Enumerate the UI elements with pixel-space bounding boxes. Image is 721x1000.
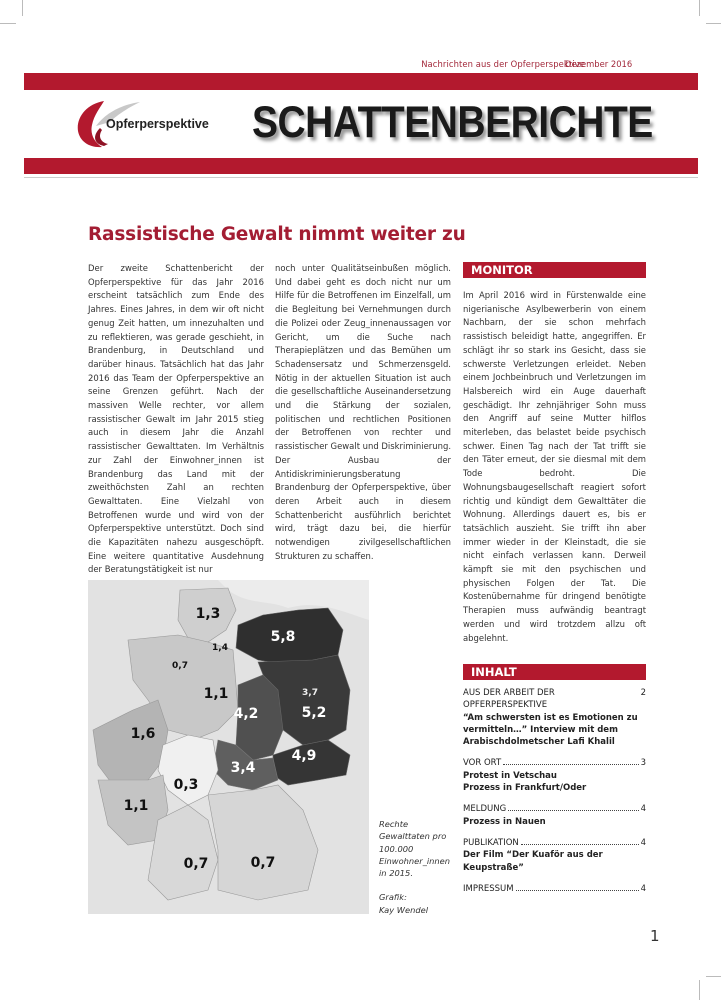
- toc-leader-dots: [503, 764, 638, 765]
- toc-entry: [463, 687, 646, 748]
- crop-mark: [699, 0, 700, 16]
- map-value-label: 5,2: [301, 705, 327, 721]
- toc-category: [463, 687, 646, 712]
- map-value-label: 4,2: [233, 706, 259, 722]
- toc-item: “Am schwersten ist es Emotionen zu vermitteln…” Interview mit dem Arabischdolmetscher Lafi Khalil: [463, 712, 638, 748]
- toc-page-number: 2: [640, 688, 646, 698]
- map-value-label: 0,7: [172, 661, 188, 671]
- toc-entry: [463, 803, 646, 828]
- map-value-label: 1,6: [130, 726, 156, 742]
- toc-category-label: IMPRESSUM: [463, 883, 514, 894]
- toc-item: Prozess in Nauen: [463, 816, 546, 827]
- toc-category-label: AUS DER ARBEIT DER OPFERPERSPEKTIVE: [463, 688, 555, 711]
- toc-page-number: 4: [640, 883, 646, 894]
- header-band-top: [24, 73, 698, 90]
- page-number: 1: [650, 927, 660, 945]
- toc-entry: [463, 837, 646, 874]
- divider: [24, 177, 698, 178]
- toc-leader-dots: [521, 844, 639, 845]
- map-credit-name: Kay Wendel: [379, 904, 429, 915]
- map-value-label: 0,7: [183, 856, 209, 872]
- header-band-bottom: [24, 158, 698, 174]
- germany-map: [88, 580, 369, 914]
- toc-item: Prozess in Frankfurt/Oder: [463, 783, 587, 794]
- crop-mark: [22, 0, 23, 16]
- map-value-label: 1,3: [195, 606, 221, 622]
- map-value-label: 1,1: [123, 798, 149, 814]
- article-column-2: noch unter Qualitätseinbußen möglich. Und dabei geht es doch nicht nur um Hilfe für die Betroffenen im Einzelfall, um die Begleitung bei Vernehmungen durch die Polizei oder Zeug_innenaussagen vor Gericht, um die Suche nach Therapieplätzen und das Bemühen um Schadensersatz und Schmerzensgeld. Nötig in der aktuellen Situation ist auch die gesellschaftliche Auseinandersetzung und die Stärkung der sozialen, politischen und rechtlichen Positionen der Betroffenen von rechter und rassistischer Gewalt und Diskriminierung. Der Ausbau der Antidiskriminierungsberatung Brandenburg der Opferperspektive, über deren Arbeit auch in diesem Schattenbericht ausführlich berichtet wird, trägt dazu bei, die hierfür notwendigen zivilgesellschaftlichen Strukturen zu schaffen.: [275, 263, 452, 561]
- map-value-label: 0,7: [250, 855, 276, 871]
- map-caption-text: Rechte Gewalttaten pro 100.000 Einwohner_innen in 2015.: [379, 819, 451, 879]
- map-value-label: 1,1: [203, 686, 229, 702]
- map-svg: [88, 580, 369, 914]
- map-value-label: 4,9: [291, 748, 317, 764]
- issue-date: Dezember 2016: [565, 59, 633, 69]
- crop-mark: [699, 980, 700, 1000]
- crop-mark: [0, 23, 16, 24]
- article-column-1: Der zweite Schattenbericht der Opferperspektive für das Jahr 2016 erscheint tatsächlich zum Ende des Jahres. Eines Jahres, in dem wir oft nicht genug Zeit hatten, um innezuhalten und zu reflektieren, was gerade geschieht, in Brandenburg, in Deutschland und darüber hinaus. Tatsächlich hat das Jahr 2016 das Team der Opferperspektive an seine Grenzen geführt. Nach der massiven Welle rechter, vor allem rassistischer Gewalt im Jahr 2015 stieg auch in diesem Jahr die Anzahl rassistischer Gewalttaten. Im Verhältnis zur Zahl der Einwohner_innen ist Brandenburg das Land mit der zweithöchsten Zahl an rechten Gewalttaten. Eine Vielzahl von Betroffenen wurde und wird von der Opferperspektive unterstützt. Doch sind die Kapazitäten nahezu ausgeschöpft. Eine weitere quantitative Ausdehnung der Beratungstätigkeit ist nur: [88, 263, 264, 575]
- toc-item: Protest in Vetschau: [463, 770, 557, 781]
- toc-category: [463, 803, 646, 815]
- toc-page-number: 4: [640, 837, 646, 848]
- toc-category: [463, 837, 646, 849]
- crop-mark: [706, 976, 721, 977]
- toc-item: Der Film “Der Kuaför aus der Keupstraße”: [463, 850, 603, 873]
- article-headline: Rassistische Gewalt nimmt weiter zu: [88, 224, 466, 245]
- toc-page-number: 3: [640, 758, 646, 769]
- toc-category: [463, 883, 646, 895]
- monitor-text: Im April 2016 wird in Fürstenwalde eine nigerianische Asylbewerberin von einem Nachbarn, der sie schon mehrfach rassistisch beleidigt hatte, angegriffen. Er schlägt ihr so stark ins Gesicht, dass sie schwerste Verletzungen erleidet. Neben einem Jochbeinbruch und Verletzungen im Halsbereich wird ein Auge dauerhaft geschädigt. Ihr zehnjähriger Sohn muss den Angriff auf seine Mutter hilflos miterleben, das belastet beide psychisch schwer. Einen Tag nach der Tat trifft sie den Täter erneut, der sie diesmal mit dem Tode bedroht. Die Wohnungsbaugesellschaft reagiert sofort richtig und kündigt dem Gewalttäter die Wohnung. Allerdings dauert es, bis er tatsächlich auszieht. Sie trifft ihn aber immer wieder in der Kleinstadt, die sie nicht einfach verlassen kann. Derweil kämpft sie mit den psychischen und physischen Folgen der Tat. Die Kostenübernahme für dringend benötigte Therapien muss aufwändig beantragt werden und wird trotzdem allzu oft abgelehnt.: [463, 290, 646, 643]
- toc-leader-dots: [516, 890, 639, 891]
- toc-category-label: MELDUNG: [463, 804, 507, 815]
- map-value-label: 3,7: [302, 688, 318, 698]
- newsletter-line: Nachrichten aus der Opferperspektive: [421, 59, 585, 69]
- masthead-title: SCHATTENBERICHTE: [252, 98, 653, 148]
- map-value-label: 3,4: [230, 760, 256, 776]
- monitor-heading: MONITOR: [463, 262, 646, 278]
- logo-text: Opferperspektive: [106, 117, 209, 131]
- map-caption: [379, 818, 459, 916]
- toc-leader-dots: [508, 810, 638, 811]
- map-value-label: 1,4: [212, 643, 228, 653]
- toc-page-number: 4: [640, 804, 646, 815]
- toc-category-label: VOR ORT: [463, 758, 502, 769]
- crop-mark: [706, 23, 721, 24]
- toc-category-label: PUBLIKATION: [463, 837, 519, 848]
- map-credit-label: Grafik:: [379, 892, 407, 903]
- toc-category: [463, 757, 646, 769]
- toc-entry: [463, 757, 646, 794]
- map-value-label: 5,8: [270, 629, 296, 645]
- inhalt-heading: INHALT: [463, 664, 646, 680]
- table-of-contents: [463, 687, 646, 904]
- map-value-label: 0,3: [173, 777, 199, 793]
- toc-entry: [463, 883, 646, 895]
